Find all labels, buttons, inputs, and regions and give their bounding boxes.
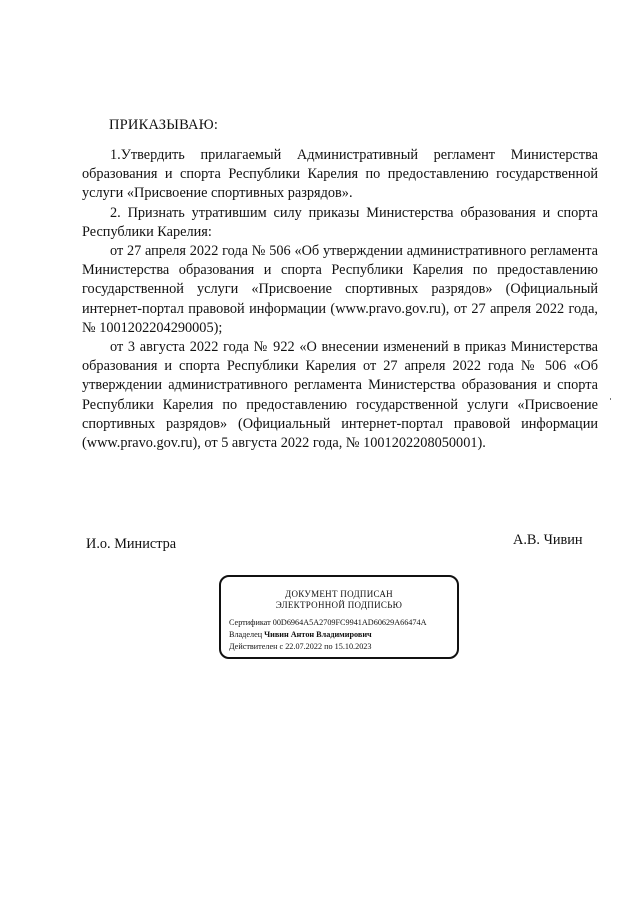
- stamp-valid-to-label: по: [324, 641, 333, 651]
- stamp-valid-to: 15.10.2023: [334, 641, 372, 651]
- electronic-signature-stamp: [219, 575, 459, 659]
- paragraph-repealed-order-506: от 27 апреля 2022 года № 506 «Об утверждении административного регламента Министерства образования и спорта Республики Карелия по предоставлению государственной услуги «Присвоение спортивных разрядов» (Официальный интернет-портал правовой информации (www.pravo.gov.ru), от 27 апреля 2022 года, № 1001202204290005);: [82, 243, 598, 336]
- paragraph-repealed-order-922: от 3 августа 2022 года № 922 «О внесении изменений в приказ Министерства образования и спорта Республики Карелия от 27 апреля 2022 года № 506 «Об утверждении административного регламента Министерства образования и спорта Республики Карелия по предоставлению государственной услуги «Присвоение спортивных разрядов» (Официальный интернет-портал правовой информации (www.pravo.gov.ru), от 5 августа 2022 года, № 1001202208050001).: [82, 339, 598, 452]
- stamp-title-line2: ЭЛЕКТРОННОЙ ПОДПИСЬЮ: [275, 600, 403, 610]
- stamp-validity-row: [229, 642, 451, 651]
- signatory-position: И.о. Министра: [86, 536, 177, 552]
- stamp-valid-label: Действителен с: [229, 641, 284, 651]
- paragraph-repeal: 2. Признать утратившим силу приказы Министерства образования и спорта Республики Карелия:: [82, 204, 598, 240]
- stamp-certificate-row: [229, 618, 451, 627]
- stamp-title-line1: ДОКУМЕНТ ПОДПИСАН: [285, 589, 393, 599]
- order-heading: ПРИКАЗЫВАЮ:: [109, 117, 219, 133]
- stamp-certificate-value: 00D6964A5A2709FC9941AD60629A66474A: [272, 618, 427, 627]
- scan-speck: [610, 398, 611, 400]
- signatory-name: А.В. Чивин: [513, 532, 583, 548]
- stamp-owner-row: [229, 630, 451, 639]
- stamp-title: [221, 589, 457, 611]
- stamp-valid-from: 22.07.2022: [285, 641, 323, 651]
- paragraph-approve: 1.Утвердить прилагаемый Административный регламент Министерства образования и спорта Республики Карелия по предоставлению государственной услуги «Присвоение спортивных разрядов».: [82, 147, 598, 202]
- stamp-owner-label: Владелец: [229, 629, 263, 639]
- stamp-certificate-label: Сертификат: [229, 618, 271, 627]
- stamp-details: [229, 618, 451, 654]
- order-body: [82, 146, 598, 453]
- stamp-owner-value: Чивин Антон Владимирович: [264, 629, 372, 639]
